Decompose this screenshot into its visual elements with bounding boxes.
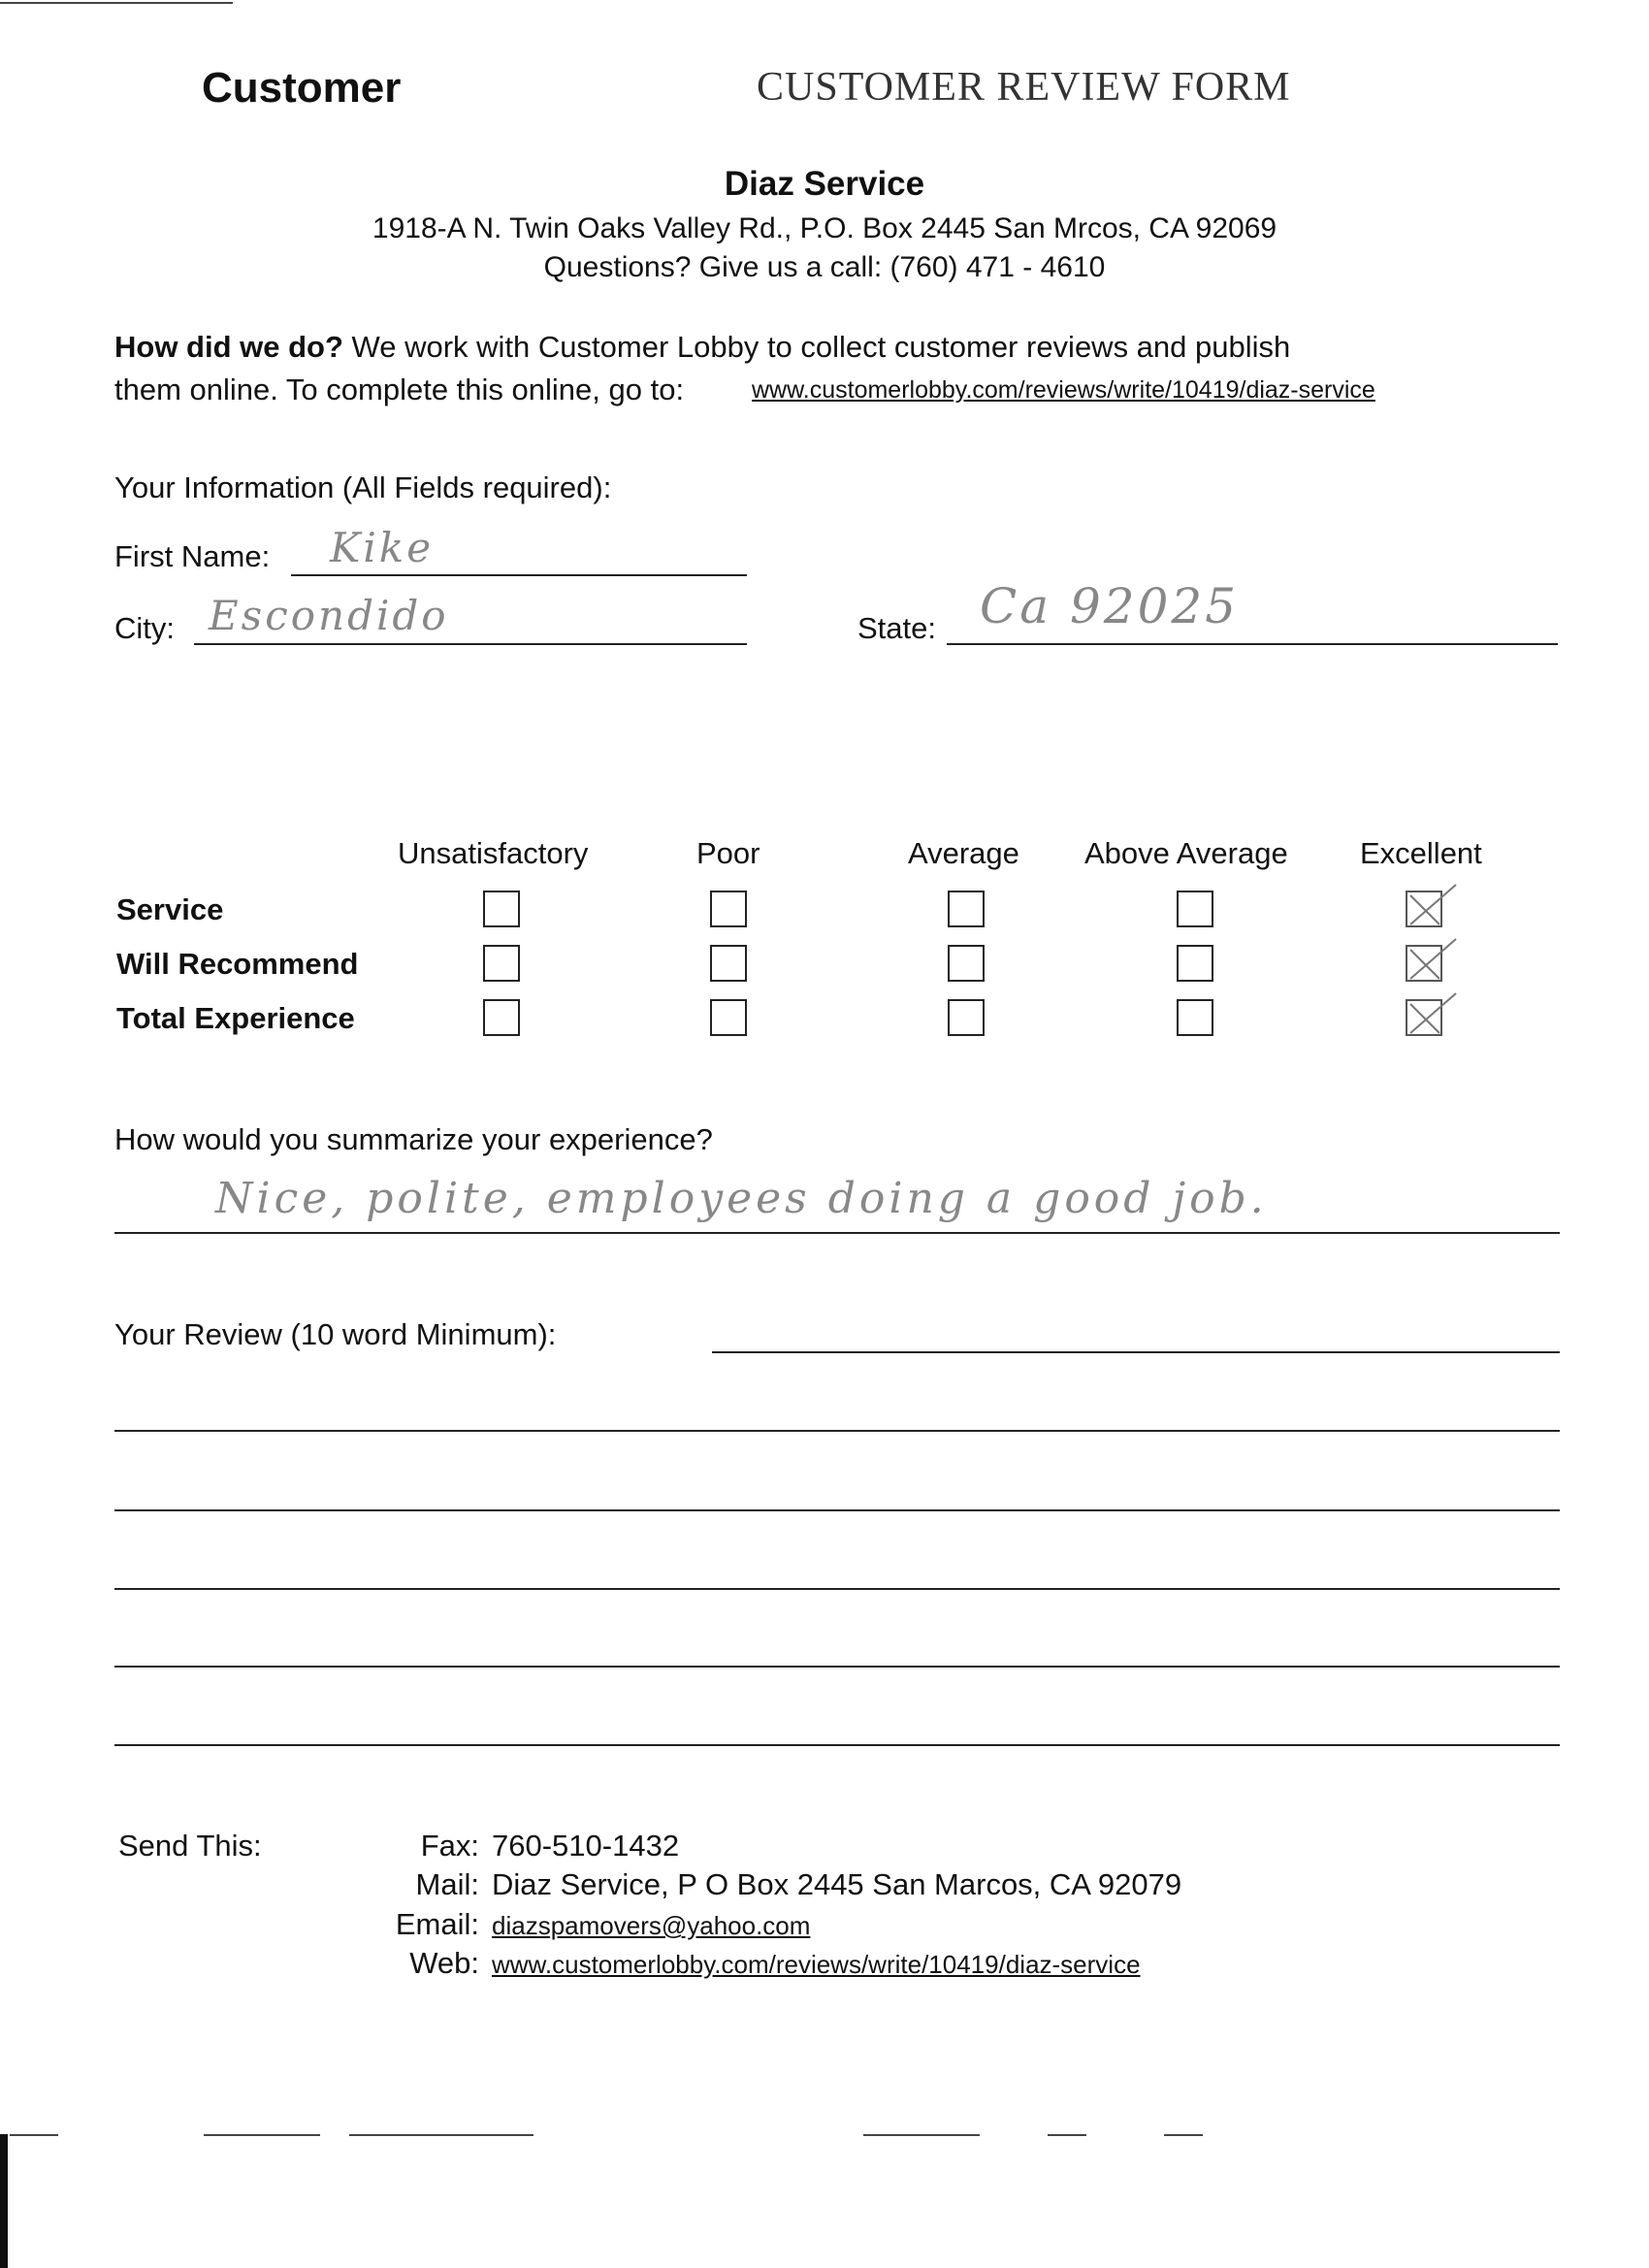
review-line-6[interactable]	[114, 1744, 1560, 1746]
checkbox-will-recommend-excellent[interactable]	[1406, 945, 1442, 982]
state-label: State:	[857, 611, 936, 645]
city-label: City:	[114, 611, 175, 645]
check-x-mark-icon	[1407, 947, 1458, 984]
send-heading: Send This:	[118, 1829, 262, 1863]
checkbox-total-experience-excellent[interactable]	[1406, 999, 1442, 1036]
rating-col-poor: Poor	[696, 836, 760, 870]
intro-line-1	[114, 330, 1290, 365]
city-handwritten[interactable]: Escondido	[209, 592, 449, 639]
check-x-mark-icon	[1407, 1001, 1458, 1038]
checkbox-service-excellent[interactable]	[1406, 891, 1442, 927]
review-line-1[interactable]	[712, 1351, 1560, 1353]
first-name-handwritten[interactable]: Kike	[330, 524, 435, 571]
state-handwritten[interactable]: Ca 92025	[980, 578, 1240, 634]
scan-artifact-bottom-2	[204, 2134, 320, 2136]
intro-text-2: them online. To complete this online, go to:	[114, 373, 685, 406]
company-name: Diaz Service	[724, 165, 925, 203]
info-heading: Your Information (All Fields required):	[114, 470, 612, 504]
review-label: Your Review (10 word Minimum):	[114, 1317, 557, 1351]
rating-col-unsatisfactory: Unsatisfactory	[398, 836, 589, 870]
email-link[interactable]: diazspamovers@yahoo.com	[492, 1911, 811, 1940]
rating-col-excellent: Excellent	[1360, 836, 1482, 870]
checkbox-service-unsatisfactory[interactable]	[483, 891, 520, 927]
fax-label: Fax:	[420, 1829, 479, 1863]
rating-col-above-average: Above Average	[1084, 836, 1288, 870]
fax-value: 760-510-1432	[492, 1829, 680, 1863]
first-name-label: First Name:	[114, 539, 271, 573]
scan-artifact-left-bar	[0, 2134, 8, 2268]
checkbox-total-experience-poor[interactable]	[710, 999, 747, 1036]
scan-artifact-bottom-4	[863, 2134, 980, 2136]
header-left-title: Customer	[202, 64, 402, 112]
state-line	[947, 643, 1558, 645]
scan-artifact-bottom-5	[1048, 2134, 1086, 2136]
rating-row-will-recommend: Will Recommend	[116, 947, 359, 981]
scan-artifact-bottom-6	[1164, 2134, 1203, 2136]
check-x-mark-icon	[1407, 892, 1458, 929]
summary-line	[114, 1232, 1560, 1234]
mail-label: Mail:	[415, 1867, 479, 1901]
checkbox-will-recommend-poor[interactable]	[710, 945, 747, 982]
intro-text-1: We work with Customer Lobby to collect customer reviews and publish	[342, 330, 1291, 364]
scan-artifact-bottom-3	[349, 2134, 534, 2136]
company-address: 1918-A N. Twin Oaks Valley Rd., P.O. Box 2445 San Mrcos, CA 92069	[372, 212, 1277, 244]
checkbox-will-recommend-unsatisfactory[interactable]	[483, 945, 520, 982]
checkbox-service-average[interactable]	[948, 891, 985, 927]
summary-question: How would you summarize your experience?	[114, 1122, 713, 1156]
checkbox-service-above-average[interactable]	[1177, 891, 1213, 927]
checkbox-will-recommend-average[interactable]	[948, 945, 985, 982]
review-line-3[interactable]	[114, 1509, 1560, 1511]
summary-handwritten[interactable]: Nice, polite, employees doing a good job.	[215, 1174, 1268, 1223]
company-phone: Questions? Give us a call: (760) 471 - 4610	[543, 251, 1106, 283]
email-label: Email:	[395, 1907, 479, 1941]
rating-col-average: Average	[908, 836, 1019, 870]
web-link[interactable]: www.customerlobby.com/reviews/write/10419/diaz-service	[492, 1950, 1141, 1979]
checkbox-service-poor[interactable]	[710, 891, 747, 927]
intro-url-link[interactable]: www.customerlobby.com/reviews/write/10419/diaz-service	[752, 376, 1375, 404]
rating-row-total-experience: Total Experience	[116, 1001, 355, 1035]
intro-lead: How did we do?	[114, 330, 343, 364]
checkbox-total-experience-average[interactable]	[948, 999, 985, 1036]
mail-value: Diaz Service, P O Box 2445 San Marcos, CA 92079	[492, 1867, 1182, 1901]
review-line-4[interactable]	[114, 1588, 1560, 1590]
checkbox-total-experience-above-average[interactable]	[1177, 999, 1213, 1036]
city-line	[194, 643, 747, 645]
header-form-title: CUSTOMER REVIEW FORM	[757, 65, 1291, 110]
rating-row-service: Service	[116, 892, 224, 926]
review-line-2[interactable]	[114, 1430, 1560, 1432]
first-name-line	[291, 574, 747, 576]
web-label: Web:	[409, 1946, 479, 1980]
scan-artifact-bottom-1	[10, 2134, 58, 2136]
scan-artifact-top	[0, 2, 233, 4]
checkbox-will-recommend-above-average[interactable]	[1177, 945, 1213, 982]
checkbox-total-experience-unsatisfactory[interactable]	[483, 999, 520, 1036]
review-line-5[interactable]	[114, 1666, 1560, 1668]
